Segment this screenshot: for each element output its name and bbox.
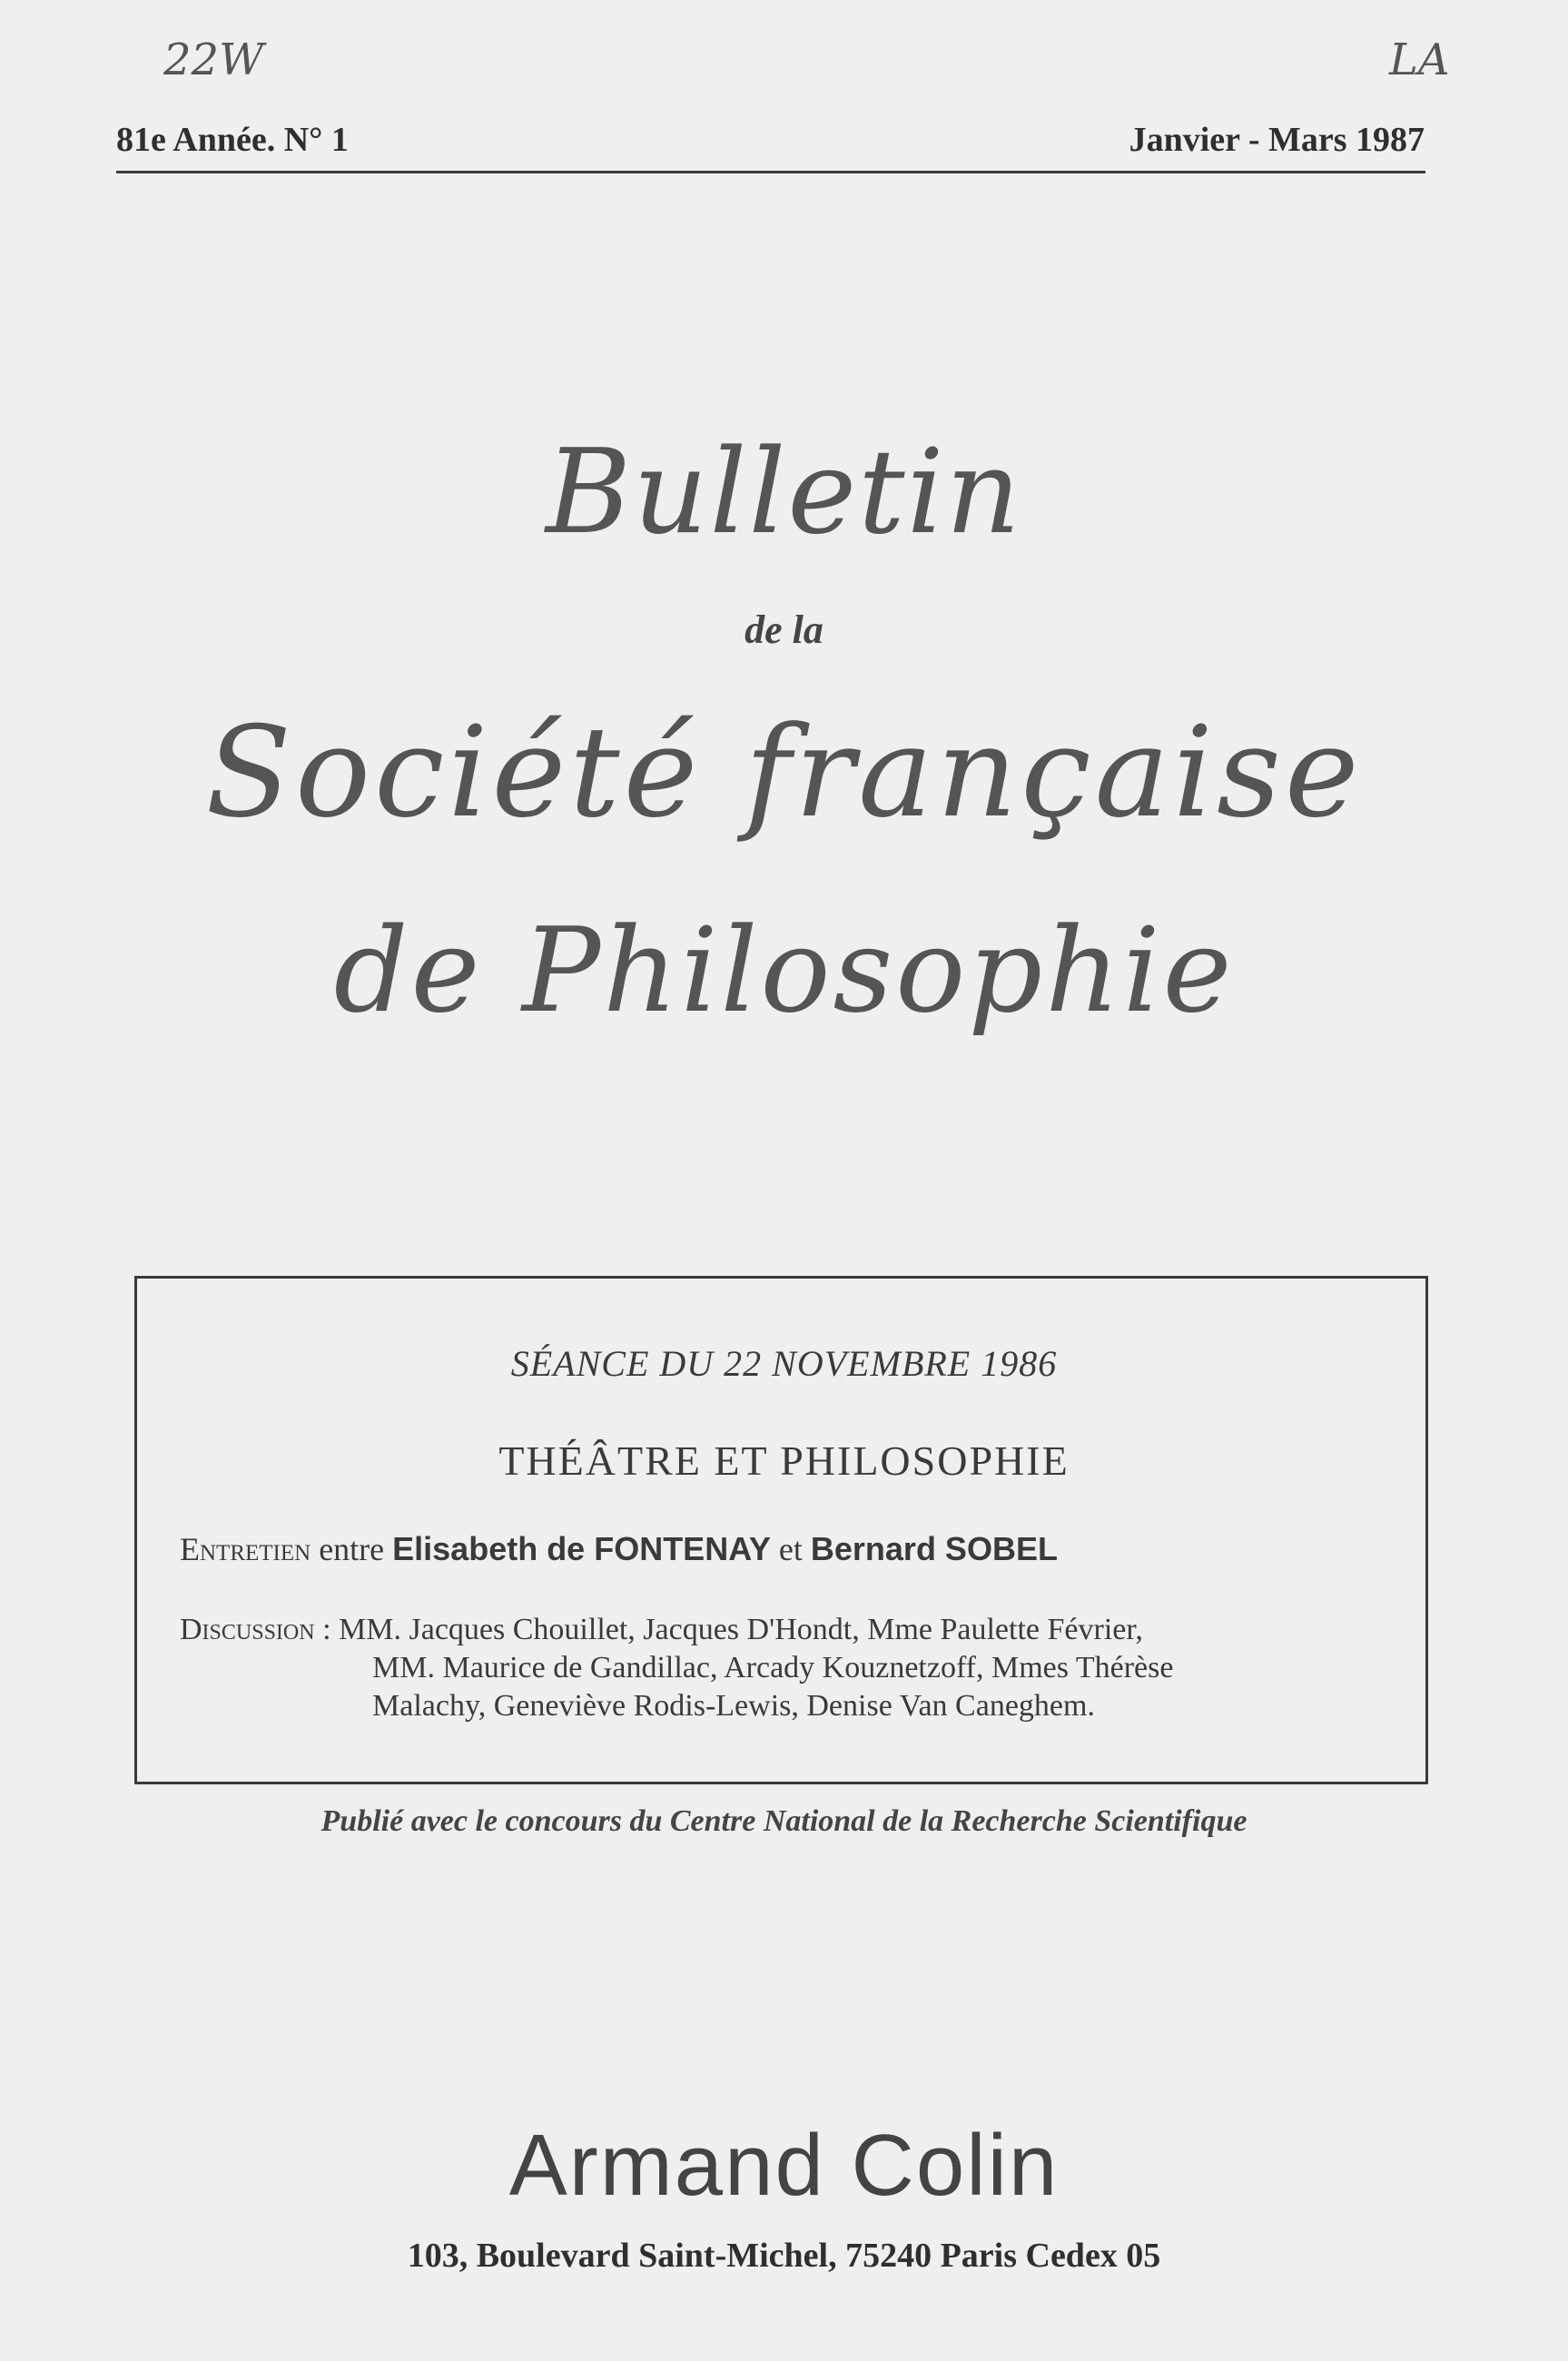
participant-sobel: Bernard SOBEL <box>810 1530 1058 1567</box>
session-date: SÉANCE DU 22 NOVEMBRE 1986 <box>510 1343 1058 1384</box>
title-de-la: de la <box>745 608 823 652</box>
participant-fontenay: Elisabeth de FONTENAY <box>392 1530 771 1567</box>
discussion-label: Discussion <box>180 1613 315 1646</box>
title-bulletin: Bulletin <box>546 425 1022 560</box>
entretien-and: et <box>778 1531 803 1567</box>
issue-date: Janvier - Mars 1987 <box>1129 121 1425 159</box>
header-rule <box>116 171 1425 173</box>
handwritten-note-right: LA <box>1389 35 1450 85</box>
entretien-line <box>180 1530 1058 1568</box>
discussion-line-1: Discussion : MM. Jacques Chouillet, Jacques D'Hondt, Mme Paulette Février, <box>180 1613 1143 1646</box>
entretien-label: Entretien <box>180 1531 311 1567</box>
handwritten-note-left: 22W <box>163 35 264 85</box>
cnrs-credit: Publié avec le concours du Centre National de la Recherche Scientifique <box>321 1804 1247 1838</box>
discussion-line-3: Malachy, Geneviève Rodis-Lewis, Denise Van Caneghem. <box>372 1689 1095 1723</box>
publisher-name: Armand Colin <box>508 2117 1060 2214</box>
discussion-names-1: MM. Jacques Chouillet, Jacques D'Hondt, Mme Paulette Février, <box>339 1613 1143 1646</box>
issue-number: 81e Année. N° 1 <box>116 121 349 159</box>
discussion-line-2: MM. Maurice de Gandillac, Arcady Kouznetzoff, Mmes Thérèse <box>372 1651 1174 1684</box>
title-philosophie: de Philosophie <box>333 904 1235 1039</box>
title-societe: Société française <box>205 699 1363 845</box>
publisher-address: 103, Boulevard Saint-Michel, 75240 Paris Cedex 05 <box>407 2237 1161 2275</box>
entretien-between: entre <box>319 1531 385 1567</box>
session-topic: THÉÂTRE ET PHILOSOPHIE <box>498 1437 1070 1484</box>
